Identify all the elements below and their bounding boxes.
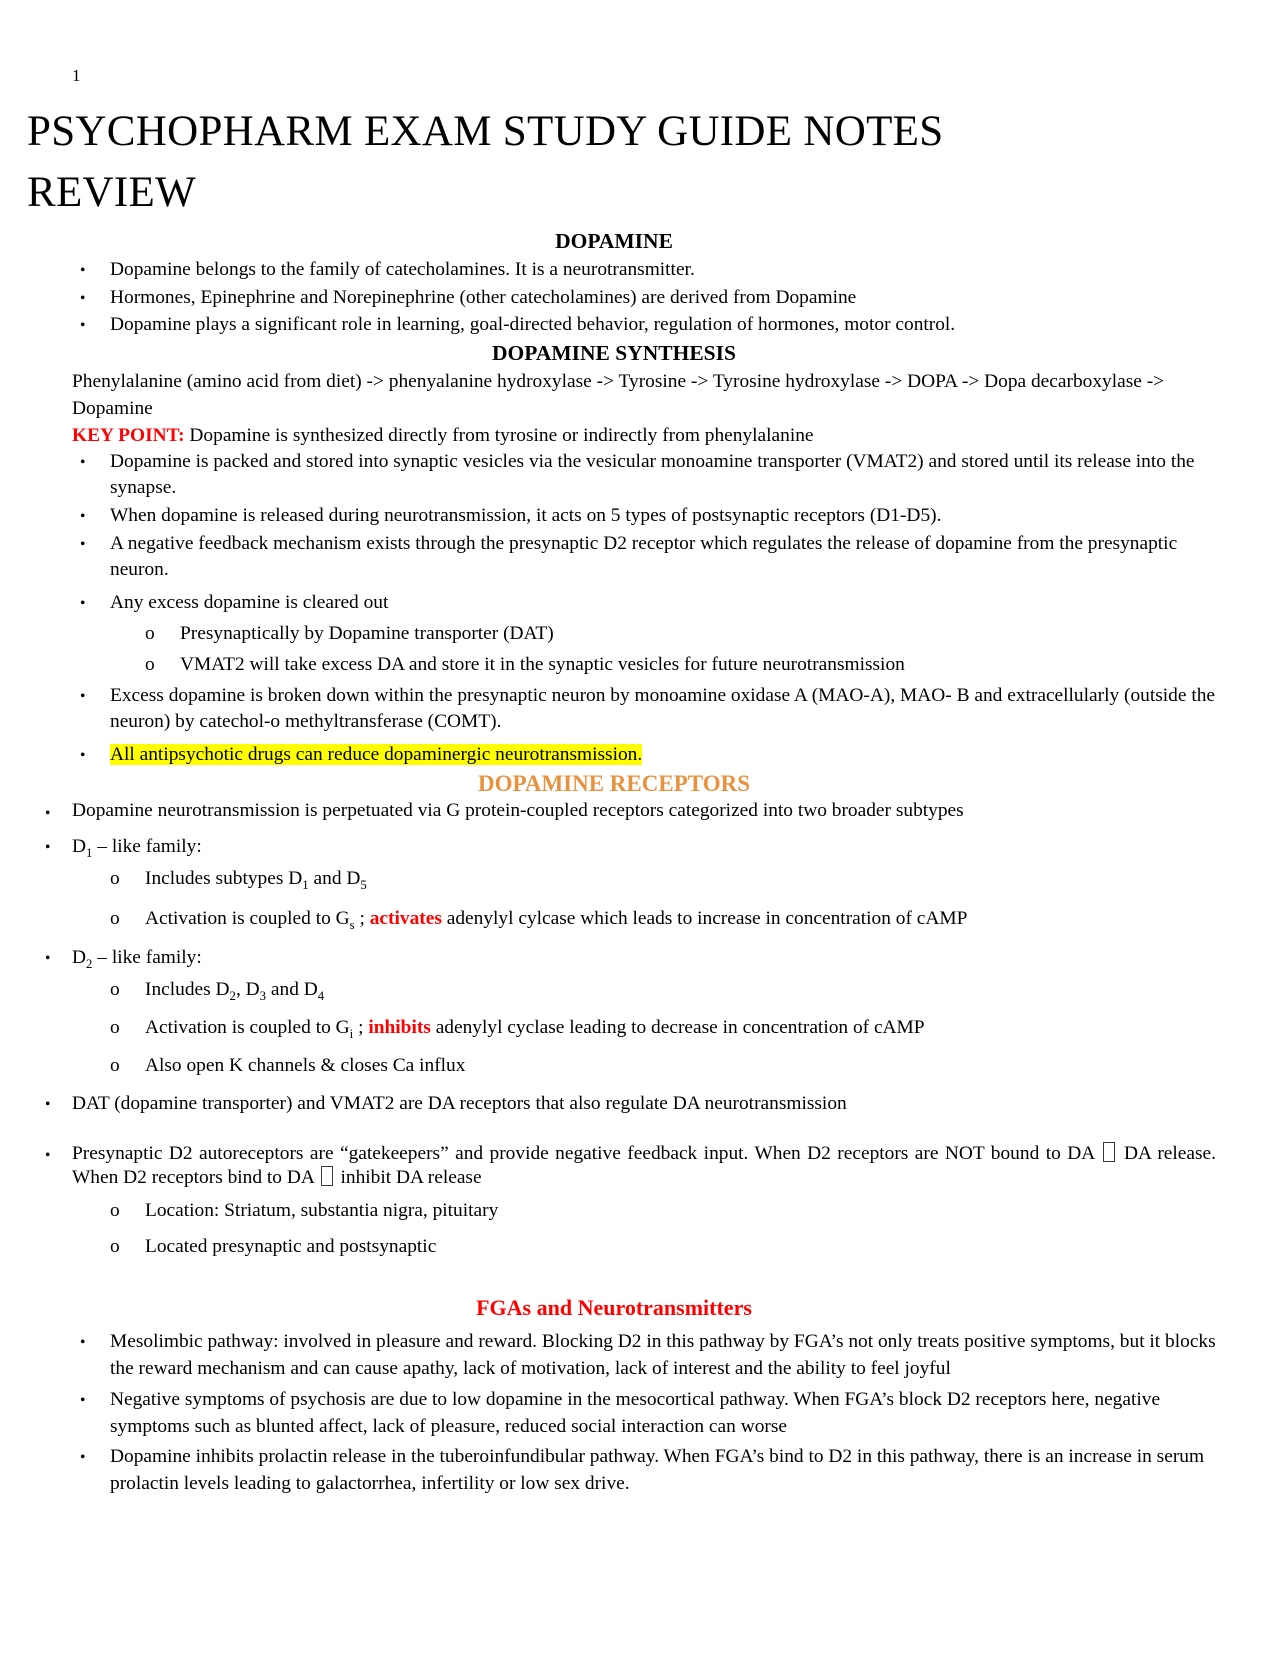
sub-list-item-text	[145, 1053, 1216, 1079]
sub-list-item-text	[145, 1015, 1216, 1043]
circle-bullet-icon	[110, 1234, 145, 1260]
sub-list-item-text: Located presynaptic and postsynaptic	[145, 1235, 437, 1257]
missing-glyph-box	[1103, 1142, 1115, 1162]
subscript-text: 3	[259, 988, 267, 1003]
bullet-icon	[45, 1091, 72, 1117]
text-segment: and D	[308, 867, 361, 889]
list-item	[45, 834, 1216, 862]
sub-list-item	[110, 1053, 1216, 1079]
list-item	[80, 590, 1216, 616]
subscript-text: 2	[86, 956, 93, 971]
list-item	[45, 800, 1216, 826]
text-segment: – like family:	[92, 836, 202, 858]
heading-fgas-neurotransmitters: FGAs and Neurotransmitters	[476, 1295, 752, 1321]
sub-list-item	[110, 1198, 1216, 1224]
sub-list-item	[110, 977, 1216, 1005]
text-segment: , D	[235, 979, 260, 1000]
text-segment: Includes D	[145, 979, 230, 1000]
list-item	[80, 742, 1216, 768]
bullet-icon	[45, 1142, 72, 1189]
circle-bullet-icon	[110, 977, 145, 1005]
list-item	[80, 683, 1216, 735]
sub-list-item-text	[145, 977, 1216, 1005]
list-item-text: Dopamine is packed and stored into synaptic vesicles via the vesicular monoamine transporter (VMAT2) and stored until its release into the synapse.	[110, 451, 1195, 499]
list-item	[80, 1444, 1216, 1498]
list-item	[45, 945, 1216, 973]
circle-bullet-icon	[110, 866, 145, 894]
key-point-label: KEY POINT:	[72, 424, 185, 446]
subscript-text: s	[349, 917, 355, 932]
list-item	[80, 531, 1216, 583]
key-point-line	[72, 423, 1216, 450]
circle-bullet-icon	[145, 621, 180, 647]
synthesis-pathway-text: Phenylalanine (amino acid from diet) -> phenyalanine hydroxylase -> Tyrosine -> Tyrosine hydroxylase -> DOPA -> Dopa decarboxylase -> Dopamine	[72, 371, 1165, 419]
sub-list-item	[145, 652, 1216, 678]
text-segment: ;	[354, 907, 370, 929]
sub-list-item	[110, 1015, 1216, 1043]
sub-list-item-text: Presynaptically by Dopamine transporter (DAT)	[180, 623, 554, 645]
bullet-icon	[80, 531, 110, 583]
bullet-icon	[80, 449, 110, 501]
bullet-icon	[80, 742, 110, 768]
list-item-text: Dopamine neurotransmission is perpetuated via G protein-coupled receptors categorized into two broader subtypes	[72, 800, 964, 822]
page-number: 1	[72, 66, 81, 85]
bullet-icon	[45, 945, 72, 973]
subscript-text: i	[349, 1026, 354, 1041]
list-item	[80, 312, 1216, 338]
list-item	[45, 1142, 1216, 1189]
list-item-text: Hormones, Epinephrine and Norepinephrine (other catecholamines) are derived from Dopamine	[110, 286, 857, 308]
list-item-text: Negative symptoms of psychosis are due to low dopamine in the mesocortical pathway. When FGA’s block D2 receptors here, negative symptoms such as blunted affect, lack of pleasure, reduced social interaction can worse	[110, 1388, 1161, 1437]
sub-list-item-text	[145, 866, 1216, 894]
sub-list-item	[110, 904, 1216, 935]
list-item	[80, 285, 1216, 311]
list-item	[80, 449, 1216, 501]
bullet-icon	[80, 312, 110, 338]
list-item-text	[72, 945, 1216, 973]
list-item	[80, 1387, 1216, 1441]
bullet-icon	[80, 503, 110, 529]
bullet-icon	[80, 285, 110, 311]
list-item	[80, 1329, 1216, 1383]
bullet-icon	[80, 1444, 110, 1498]
circle-bullet-icon	[110, 1053, 145, 1079]
circle-bullet-icon	[110, 1015, 145, 1043]
list-item	[80, 257, 1216, 283]
text-segment: adenylyl cylcase which leads to increase in concentration of cAMP	[441, 907, 968, 929]
text-segment: Includes subtypes D	[145, 867, 303, 889]
text-segment: D	[72, 947, 87, 969]
missing-glyph-box	[321, 1166, 333, 1186]
bullet-icon	[80, 683, 110, 735]
list-item-text: Excess dopamine is broken down within the presynaptic neuron by monoamine oxidase A (MAO-A), MAO- B and extracellularly (outside the neuron) by catechol-o methyltransferase (COMT).	[110, 684, 1216, 732]
list-item-text: Dopamine inhibits prolactin release in the tuberoinfundibular pathway. When FGA’s bind to D2 in this pathway, there is an increase in serum prolactin levels leading to galactorrhea, infertility or low sex drive.	[110, 1446, 1205, 1495]
list-item-text: Dopamine belongs to the family of catecholamines. It is a neurotransmitter.	[110, 258, 695, 280]
sub-list-item	[145, 621, 1216, 647]
circle-bullet-icon	[145, 652, 180, 678]
text-segment: DA release. When D2 receptors bind to DA	[72, 1143, 1217, 1189]
heading-dopamine-receptors: DOPAMINE RECEPTORS	[478, 771, 750, 797]
red-emphasis-text: inhibits	[368, 1016, 431, 1038]
list-item-text: Mesolimbic pathway: involved in pleasure and reward. Blocking D2 in this pathway by FGA’s not only treats positive symptoms, but it blocks the reward mechanism and can cause apathy, lack of motivation, lack of interest and the ability to feel joyful	[110, 1331, 1216, 1380]
bullet-icon	[80, 257, 110, 283]
sub-list-item	[110, 1234, 1216, 1260]
key-point-text: Dopamine is synthesized directly from tyrosine or indirectly from phenylalanine	[184, 424, 814, 446]
list-item-text: A negative feedback mechanism exists through the presynaptic D2 receptor which regulates the release of dopamine from the presynaptic neuron.	[110, 532, 1178, 580]
list-item-text	[72, 1142, 1216, 1189]
subscript-text: 1	[302, 877, 309, 892]
text-segment: D	[72, 836, 87, 858]
red-emphasis-text: activates	[369, 907, 442, 929]
text-segment: inhibit DA release	[335, 1167, 482, 1189]
text-segment: and D	[266, 979, 318, 1000]
subscript-text: 2	[229, 988, 236, 1003]
heading-dopamine-synthesis: DOPAMINE SYNTHESIS	[492, 341, 736, 366]
text-segment: Presynaptic D2 autoreceptors are “gatekeepers” and provide negative feedback input. When D2 receptors are NOT bound to DA	[72, 1143, 1101, 1165]
sub-list-item	[110, 866, 1216, 894]
subscript-text: 1	[86, 845, 93, 860]
circle-bullet-icon	[110, 1198, 145, 1224]
circle-bullet-icon	[110, 904, 145, 935]
text-segment: Activation is coupled to G	[145, 907, 350, 929]
list-item-text: Any excess dopamine is cleared out	[110, 592, 389, 614]
subscript-text: 4	[317, 988, 325, 1003]
list-item-text: Dopamine plays a significant role in learning, goal-directed behavior, regulation of hormones, motor control.	[110, 314, 956, 336]
list-item-text	[72, 834, 1216, 862]
sub-list-item-text: Location: Striatum, substantia nigra, pituitary	[145, 1199, 499, 1221]
bullet-icon	[80, 590, 110, 616]
highlighted-text: All antipsychotic drugs can reduce dopaminergic neurotransmission.	[110, 744, 643, 766]
document-title: PSYCHOPHARM EXAM STUDY GUIDE NOTES REVIEW	[27, 108, 944, 216]
highlighted-list-item-text	[110, 742, 1216, 768]
text-segment: ;	[353, 1016, 369, 1038]
text-segment: – like family:	[92, 947, 202, 969]
sub-list-item-text: VMAT2 will take excess DA and store it in the synaptic vesicles for future neurotransmission	[180, 654, 905, 676]
heading-dopamine: DOPAMINE	[555, 228, 673, 253]
sub-list-item-text	[145, 904, 1216, 935]
text-segment: adenylyl cyclase leading to decrease in concentration of cAMP	[430, 1016, 925, 1038]
list-item-text: When dopamine is released during neurotransmission, it acts on 5 types of postsynaptic receptors (D1-D5).	[110, 505, 942, 527]
bullet-icon	[80, 1329, 110, 1383]
list-item	[45, 1091, 1216, 1117]
subscript-text: 5	[360, 877, 367, 892]
list-item	[80, 503, 1216, 529]
list-item-text: DAT (dopamine transporter) and VMAT2 are DA receptors that also regulate DA neurotransmission	[72, 1092, 847, 1114]
bullet-icon	[45, 800, 72, 826]
text-segment: Also open K channels & closes Ca influx	[145, 1054, 466, 1076]
bullet-icon	[80, 1387, 110, 1441]
bullet-icon	[45, 834, 72, 862]
text-segment: Activation is coupled to G	[145, 1016, 350, 1038]
